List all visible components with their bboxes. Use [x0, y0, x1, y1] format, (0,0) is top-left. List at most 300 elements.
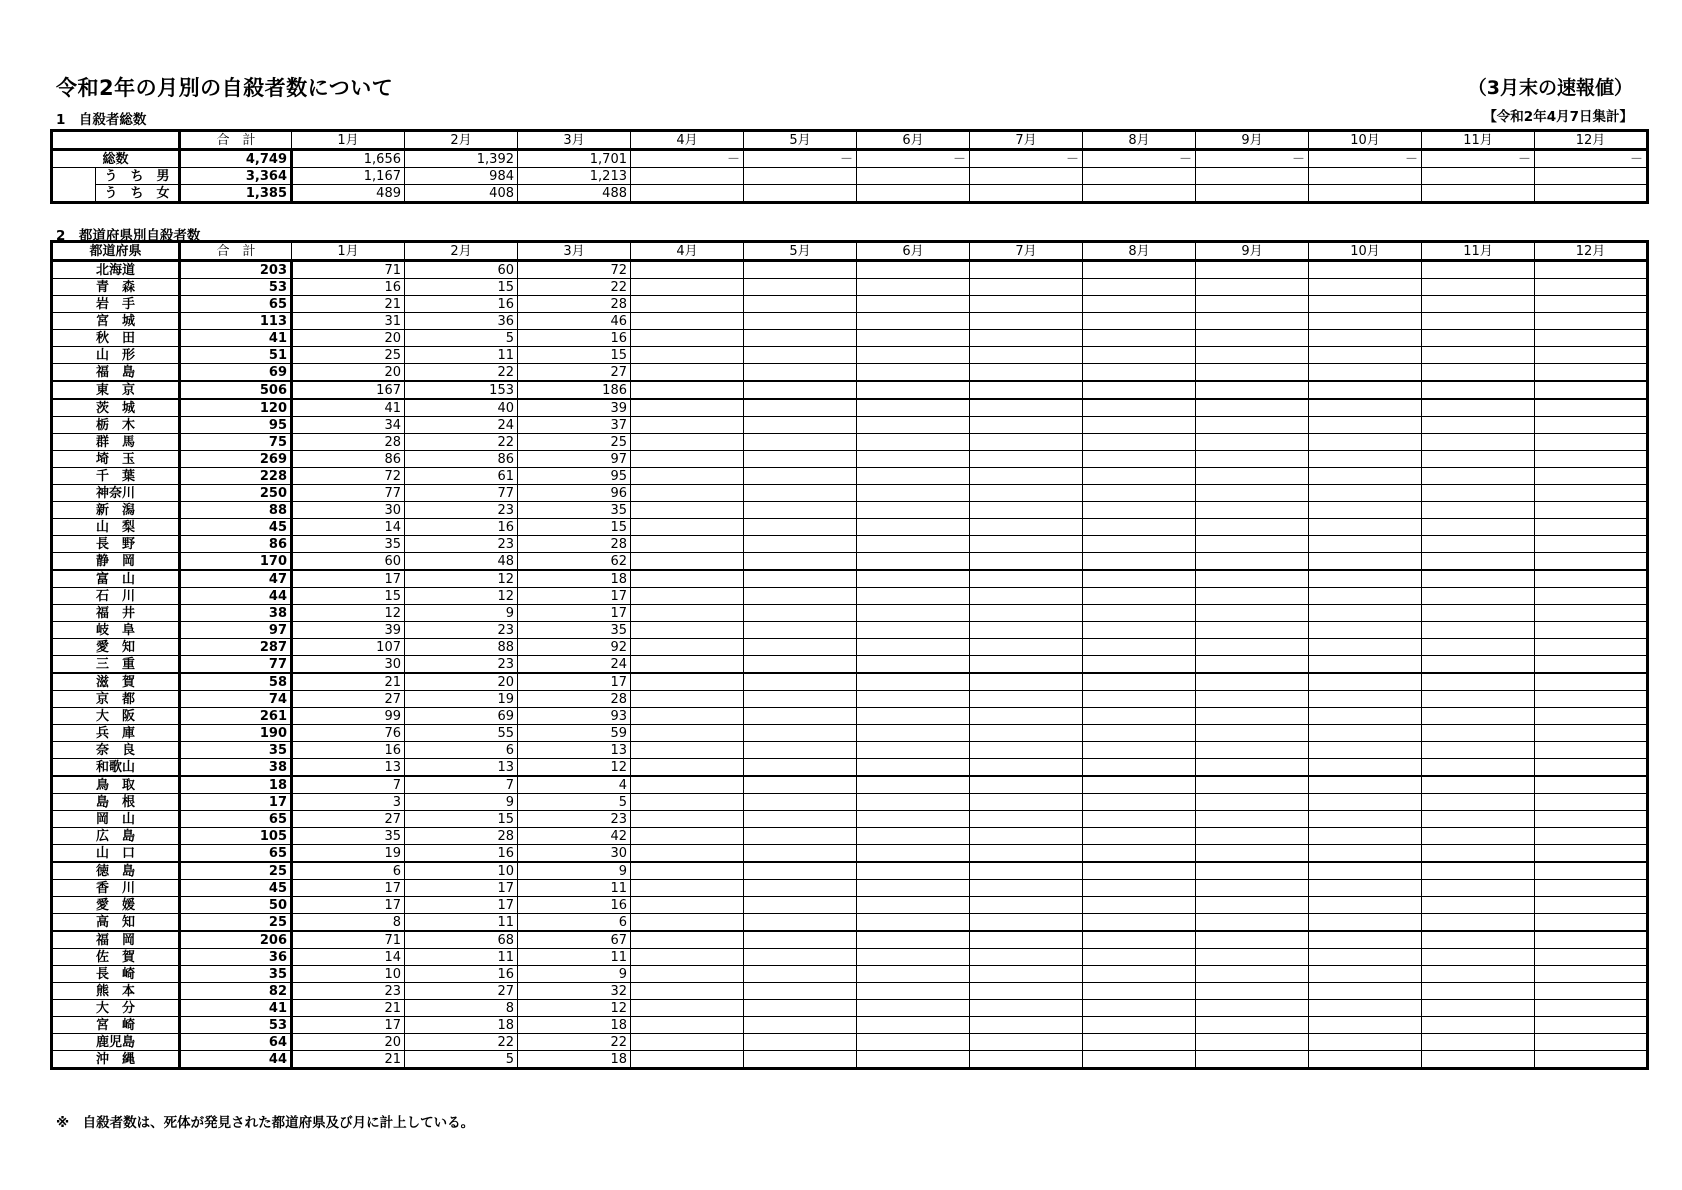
month-cell: [1309, 949, 1422, 966]
total-cell: 190: [180, 725, 292, 742]
table-row: [52, 794, 1648, 811]
month-cell: [1422, 502, 1535, 519]
month-cell: 10: [292, 966, 405, 983]
month-cell: [744, 622, 857, 639]
prefecture-name: 富 山: [52, 570, 180, 588]
month-cell: [1535, 502, 1648, 519]
month-cell: [1083, 897, 1196, 914]
month-cell: [744, 845, 857, 863]
month-cell: [1309, 313, 1422, 330]
month-cell: [1083, 708, 1196, 725]
table-row: [52, 536, 1648, 553]
table-row: [52, 399, 1648, 417]
month-cell: [1422, 880, 1535, 897]
month-cell: [970, 1051, 1083, 1069]
table-row: [52, 468, 1648, 485]
month-cell: [744, 759, 857, 777]
month-cell: [744, 949, 857, 966]
month-cell: 99: [292, 708, 405, 725]
month-cell: [970, 536, 1083, 553]
month-cell: 77: [292, 485, 405, 502]
month-cell: [857, 502, 970, 519]
month-cell: [1196, 279, 1309, 296]
prefecture-name: 愛 知: [52, 639, 180, 656]
month-cell: [857, 656, 970, 674]
month-cell: [1422, 296, 1535, 313]
month-cell: [631, 622, 744, 639]
month-cell: [1083, 434, 1196, 451]
month-cell: [1196, 1017, 1309, 1034]
month-cell: [857, 966, 970, 983]
month-cell: 23: [405, 656, 518, 674]
month-cell: 35: [292, 828, 405, 845]
prefecture-name: 山 梨: [52, 519, 180, 536]
month-cell: [1422, 468, 1535, 485]
prefecture-name: 長 崎: [52, 966, 180, 983]
month-cell: 86: [405, 451, 518, 468]
month-cell: [1309, 185, 1422, 203]
month-cell: [1535, 862, 1648, 880]
total-cell: 51: [180, 347, 292, 364]
column-header: 9月: [1196, 242, 1309, 261]
month-cell: [1083, 330, 1196, 347]
month-cell: 18: [518, 1017, 631, 1034]
total-cell: 82: [180, 983, 292, 1000]
month-cell: [857, 605, 970, 622]
month-cell: [1196, 914, 1309, 932]
month-cell: 67: [518, 931, 631, 949]
month-cell: [1422, 1034, 1535, 1051]
table-row: [52, 673, 1648, 691]
column-header: 都道府県: [52, 242, 180, 261]
month-cell: [970, 708, 1083, 725]
column-header: 9月: [1196, 131, 1309, 150]
prefecture-name: 和歌山: [52, 759, 180, 777]
prefecture-name: 福 岡: [52, 931, 180, 949]
month-cell: 17: [292, 880, 405, 897]
month-cell: －: [744, 150, 857, 168]
month-cell: 60: [405, 261, 518, 279]
month-cell: [1083, 553, 1196, 571]
month-cell: [1422, 725, 1535, 742]
month-cell: [631, 811, 744, 828]
month-cell: 30: [292, 502, 405, 519]
table-row: [52, 811, 1648, 828]
table-row: [52, 261, 1648, 279]
table-row: [52, 1051, 1648, 1069]
month-cell: [1083, 759, 1196, 777]
month-cell: [744, 897, 857, 914]
month-cell: [631, 296, 744, 313]
month-cell: 28: [518, 296, 631, 313]
month-cell: [631, 434, 744, 451]
month-cell: [1309, 966, 1422, 983]
month-cell: [1535, 168, 1648, 185]
month-cell: [744, 588, 857, 605]
month-cell: [1196, 742, 1309, 759]
table-row: [52, 279, 1648, 296]
month-cell: [1422, 417, 1535, 434]
table-row: [52, 417, 1648, 434]
month-cell: [1083, 485, 1196, 502]
prefecture-name: 長 野: [52, 536, 180, 553]
prefecture-name: 徳 島: [52, 862, 180, 880]
month-cell: [857, 828, 970, 845]
month-cell: [1309, 708, 1422, 725]
prefecture-name: 静 岡: [52, 553, 180, 571]
month-cell: [1535, 622, 1648, 639]
month-cell: 68: [405, 931, 518, 949]
month-cell: [744, 313, 857, 330]
table-row: [52, 1034, 1648, 1051]
table-row: [52, 845, 1648, 863]
month-cell: 48: [405, 553, 518, 571]
month-cell: [1196, 485, 1309, 502]
month-cell: [857, 261, 970, 279]
month-cell: [1196, 399, 1309, 417]
month-cell: [1422, 759, 1535, 777]
month-cell: [1422, 485, 1535, 502]
month-cell: 15: [405, 811, 518, 828]
prefecture-name: 北海道: [52, 261, 180, 279]
table-row: [52, 553, 1648, 571]
table-row: [52, 588, 1648, 605]
total-cell: 47: [180, 570, 292, 588]
prefecture-name: 群 馬: [52, 434, 180, 451]
month-cell: [1422, 347, 1535, 364]
month-cell: 6: [292, 862, 405, 880]
month-cell: [631, 639, 744, 656]
month-cell: 16: [518, 330, 631, 347]
month-cell: 61: [405, 468, 518, 485]
month-cell: [1196, 966, 1309, 983]
month-cell: 28: [518, 536, 631, 553]
month-cell: [1535, 897, 1648, 914]
month-cell: [631, 330, 744, 347]
month-cell: [1535, 1017, 1648, 1034]
month-cell: [744, 708, 857, 725]
month-cell: 27: [292, 811, 405, 828]
month-cell: [1422, 708, 1535, 725]
month-cell: [631, 364, 744, 382]
month-cell: 16: [518, 897, 631, 914]
month-cell: [1196, 296, 1309, 313]
month-cell: [1083, 656, 1196, 674]
month-cell: [1083, 914, 1196, 932]
prefecture-name: 石 川: [52, 588, 180, 605]
month-cell: 30: [292, 656, 405, 674]
month-cell: [970, 185, 1083, 203]
month-cell: 12: [518, 759, 631, 777]
month-cell: －: [970, 150, 1083, 168]
month-cell: [1422, 279, 1535, 296]
month-cell: [1309, 828, 1422, 845]
month-cell: [1196, 1051, 1309, 1069]
row-name: う ち 女: [96, 185, 180, 203]
month-cell: [631, 845, 744, 863]
month-cell: [631, 880, 744, 897]
month-cell: 153: [405, 381, 518, 399]
month-cell: [1083, 862, 1196, 880]
month-cell: [744, 261, 857, 279]
month-cell: 12: [405, 588, 518, 605]
column-header: 6月: [857, 242, 970, 261]
month-cell: [631, 1051, 744, 1069]
month-cell: 22: [518, 279, 631, 296]
month-cell: [1535, 1034, 1648, 1051]
month-cell: 42: [518, 828, 631, 845]
month-cell: [857, 776, 970, 794]
month-cell: 17: [405, 880, 518, 897]
month-cell: [631, 1034, 744, 1051]
month-cell: [744, 725, 857, 742]
table-row: [52, 485, 1648, 502]
month-cell: [1309, 519, 1422, 536]
month-cell: [857, 845, 970, 863]
total-cell: 64: [180, 1034, 292, 1051]
month-cell: [1309, 1051, 1422, 1069]
month-cell: [857, 417, 970, 434]
month-cell: [1422, 536, 1535, 553]
column-header: 3月: [518, 242, 631, 261]
prefecture-name: 岩 手: [52, 296, 180, 313]
month-cell: －: [1083, 150, 1196, 168]
month-cell: [1309, 296, 1422, 313]
table-row: [52, 364, 1648, 382]
month-cell: 1,167: [292, 168, 405, 185]
month-cell: [857, 811, 970, 828]
month-cell: [1083, 966, 1196, 983]
prefecture-name: 高 知: [52, 914, 180, 932]
column-header: 10月: [1309, 242, 1422, 261]
month-cell: 19: [292, 845, 405, 863]
month-cell: [1196, 168, 1309, 185]
month-cell: 46: [518, 313, 631, 330]
indent-cell: [52, 185, 96, 203]
column-header: 1月: [292, 242, 405, 261]
month-cell: [970, 673, 1083, 691]
table-row: [52, 570, 1648, 588]
month-cell: 9: [518, 862, 631, 880]
month-cell: [1309, 914, 1422, 932]
month-cell: 96: [518, 485, 631, 502]
total-cell: 38: [180, 605, 292, 622]
page-title: 令和2年の月別の自殺者数について: [56, 76, 394, 100]
month-cell: 35: [518, 622, 631, 639]
month-cell: [1535, 519, 1648, 536]
month-cell: 23: [292, 983, 405, 1000]
prefecture-name: 秋 田: [52, 330, 180, 347]
month-cell: [857, 673, 970, 691]
month-cell: 6: [518, 914, 631, 932]
month-cell: [1422, 605, 1535, 622]
month-cell: [1083, 639, 1196, 656]
month-cell: [744, 931, 857, 949]
month-cell: [1309, 434, 1422, 451]
month-cell: [1196, 451, 1309, 468]
month-cell: [631, 553, 744, 571]
month-cell: [970, 966, 1083, 983]
table-row: [52, 639, 1648, 656]
month-cell: [1535, 759, 1648, 777]
month-cell: [631, 862, 744, 880]
month-cell: [1422, 897, 1535, 914]
month-cell: [1083, 417, 1196, 434]
month-cell: [1309, 605, 1422, 622]
table-row: [52, 983, 1648, 1000]
month-cell: 5: [405, 330, 518, 347]
month-cell: [857, 708, 970, 725]
month-cell: [1309, 536, 1422, 553]
month-cell: 15: [292, 588, 405, 605]
month-cell: [631, 570, 744, 588]
month-cell: －: [1535, 150, 1648, 168]
month-cell: 55: [405, 725, 518, 742]
month-cell: [744, 656, 857, 674]
total-cell: 65: [180, 811, 292, 828]
month-cell: [744, 502, 857, 519]
table-row: [52, 880, 1648, 897]
month-cell: [1083, 1017, 1196, 1034]
month-cell: 97: [518, 451, 631, 468]
month-cell: [857, 330, 970, 347]
month-cell: 408: [405, 185, 518, 203]
total-cell: 120: [180, 399, 292, 417]
total-cell: 1,385: [180, 185, 292, 203]
month-cell: [1196, 949, 1309, 966]
month-cell: [1083, 983, 1196, 1000]
month-cell: [1196, 811, 1309, 828]
month-cell: [1422, 399, 1535, 417]
month-cell: [1083, 1051, 1196, 1069]
month-cell: [857, 434, 970, 451]
total-cell: 65: [180, 296, 292, 313]
month-cell: 13: [292, 759, 405, 777]
month-cell: [1309, 639, 1422, 656]
table-row: [52, 313, 1648, 330]
prefecture-table: [50, 240, 1649, 1070]
month-cell: [970, 381, 1083, 399]
indent-cell: [52, 168, 96, 185]
month-cell: [1196, 880, 1309, 897]
month-cell: 39: [292, 622, 405, 639]
month-cell: [970, 261, 1083, 279]
month-cell: [744, 862, 857, 880]
total-cell: 206: [180, 931, 292, 949]
month-cell: [1422, 914, 1535, 932]
month-cell: [970, 502, 1083, 519]
month-cell: [631, 897, 744, 914]
total-cell: 506: [180, 381, 292, 399]
month-cell: 9: [405, 605, 518, 622]
month-cell: [1309, 553, 1422, 571]
month-cell: [1535, 794, 1648, 811]
month-cell: [1309, 381, 1422, 399]
prefecture-name: 宮 崎: [52, 1017, 180, 1034]
month-cell: 17: [292, 1017, 405, 1034]
status-note: （3月末の速報値）: [1467, 77, 1633, 99]
prefecture-name: 鹿児島: [52, 1034, 180, 1051]
total-cell: 74: [180, 691, 292, 708]
month-cell: [1309, 725, 1422, 742]
month-cell: [1083, 519, 1196, 536]
month-cell: 34: [292, 417, 405, 434]
month-cell: －: [631, 150, 744, 168]
month-cell: [857, 742, 970, 759]
total-cell: 261: [180, 708, 292, 725]
month-cell: [970, 1000, 1083, 1017]
month-cell: [1535, 1000, 1648, 1017]
month-cell: [1422, 639, 1535, 656]
table-row: [52, 296, 1648, 313]
month-cell: 7: [405, 776, 518, 794]
month-cell: 35: [518, 502, 631, 519]
month-cell: 88: [405, 639, 518, 656]
month-cell: [744, 185, 857, 203]
month-cell: [1535, 845, 1648, 863]
month-cell: [1422, 862, 1535, 880]
month-cell: [1196, 759, 1309, 777]
total-cell: 69: [180, 364, 292, 382]
total-cell: 41: [180, 330, 292, 347]
month-cell: [1535, 828, 1648, 845]
prefecture-name: 滋 賀: [52, 673, 180, 691]
month-cell: 18: [518, 1051, 631, 1069]
month-cell: [857, 381, 970, 399]
month-cell: [744, 347, 857, 364]
month-cell: [631, 949, 744, 966]
total-cell: 95: [180, 417, 292, 434]
month-cell: 21: [292, 1051, 405, 1069]
total-cell: 88: [180, 502, 292, 519]
month-cell: [1535, 725, 1648, 742]
column-header: 7月: [970, 242, 1083, 261]
prefecture-name: 熊 本: [52, 983, 180, 1000]
month-cell: 14: [292, 519, 405, 536]
month-cell: 23: [405, 536, 518, 553]
month-cell: 25: [518, 434, 631, 451]
month-cell: [970, 759, 1083, 777]
month-cell: 13: [518, 742, 631, 759]
month-cell: [970, 949, 1083, 966]
month-cell: [1309, 673, 1422, 691]
column-header: 10月: [1309, 131, 1422, 150]
month-cell: [1309, 502, 1422, 519]
month-cell: 20: [405, 673, 518, 691]
column-header: 12月: [1535, 131, 1648, 150]
table-row: [52, 691, 1648, 708]
month-cell: [631, 931, 744, 949]
month-cell: [631, 347, 744, 364]
month-cell: [1196, 1034, 1309, 1051]
footnote: ※ 自殺者数は、死体が発見された都道府県及び月に計上している。: [56, 1115, 475, 1131]
month-cell: [1535, 656, 1648, 674]
month-cell: [1083, 279, 1196, 296]
month-cell: [1309, 811, 1422, 828]
month-cell: [857, 1051, 970, 1069]
month-cell: [744, 742, 857, 759]
month-cell: 16: [405, 296, 518, 313]
prefecture-name: 佐 賀: [52, 949, 180, 966]
prefecture-name: 岐 阜: [52, 622, 180, 639]
month-cell: [1309, 931, 1422, 949]
column-header: 7月: [970, 131, 1083, 150]
month-cell: [744, 417, 857, 434]
month-cell: [1196, 776, 1309, 794]
month-cell: 36: [405, 313, 518, 330]
month-cell: 5: [518, 794, 631, 811]
month-cell: [970, 605, 1083, 622]
